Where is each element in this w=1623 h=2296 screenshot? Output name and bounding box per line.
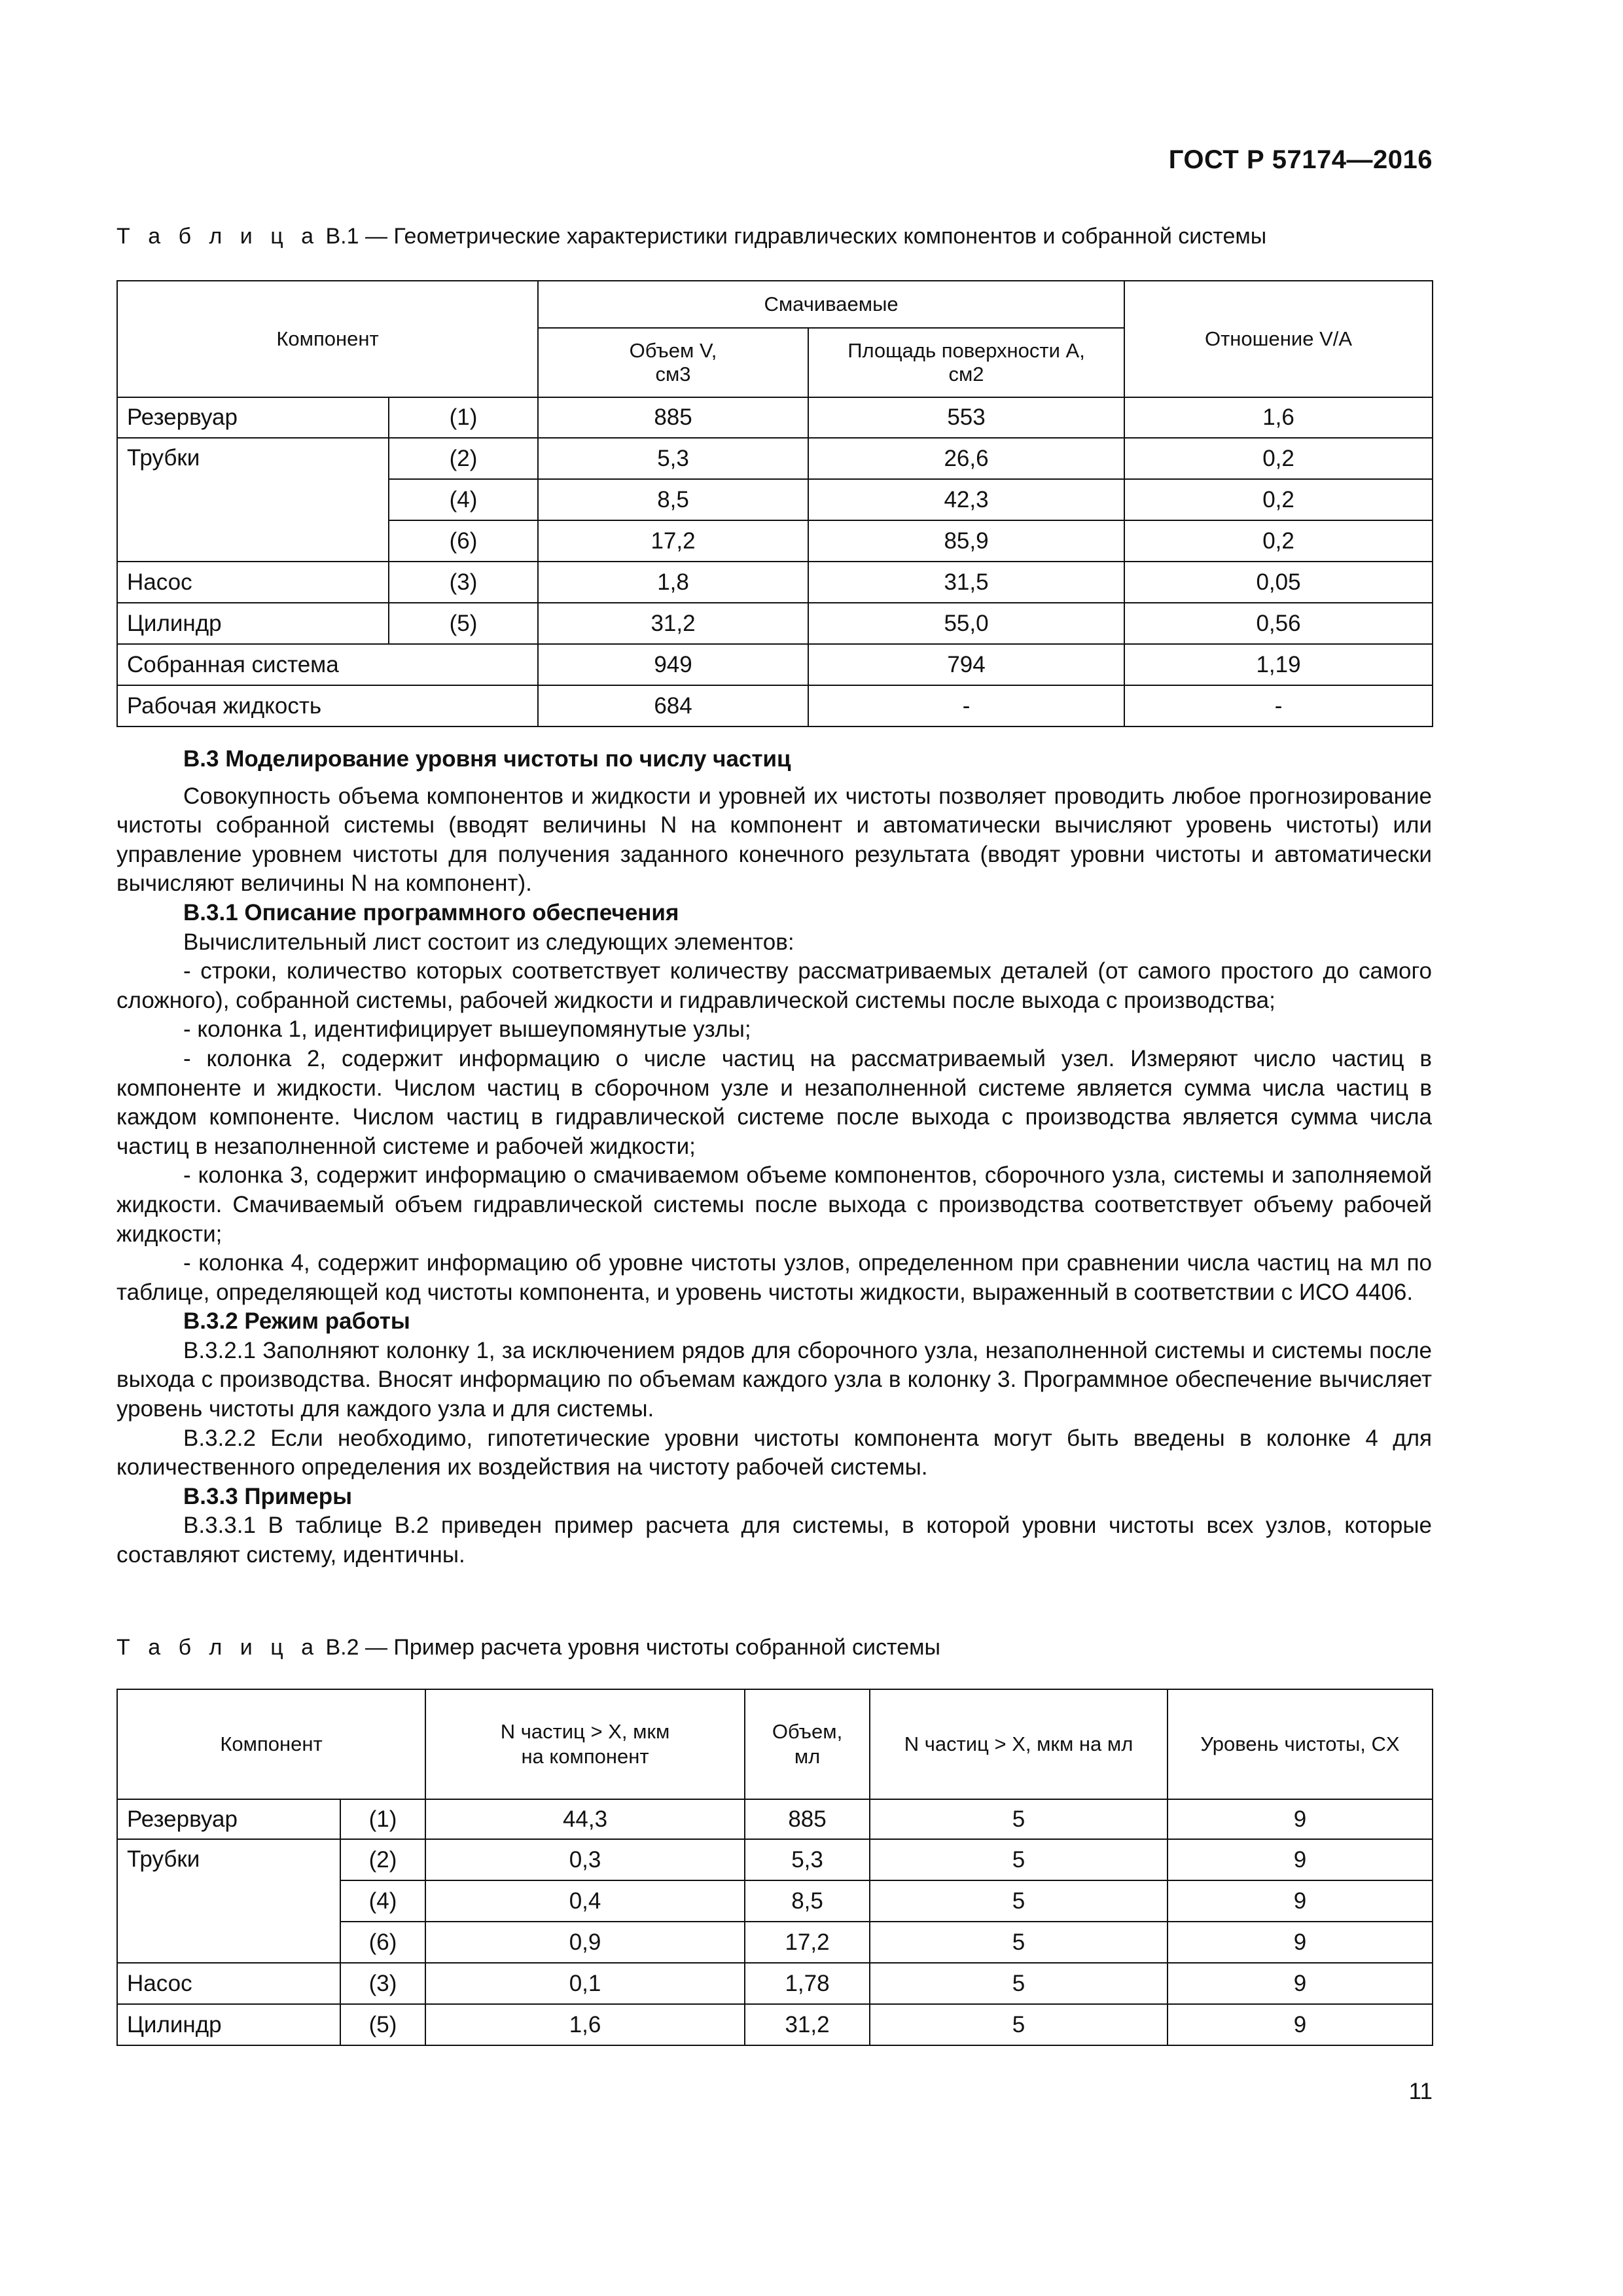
t1-cell-num: (1) (389, 397, 538, 438)
t1-cell-num: (2) (389, 438, 538, 479)
t2-cell-level: 9 (1168, 1880, 1433, 1922)
paragraph: - колонка 2, содержит информацию о числе частиц на рассматриваемый узел. Измеряют число частиц в компоненте и жидкости. Числом частиц в сборочном узле и незаполненной системе является сумма числа частиц в каждом компоненте. Числом частиц в гидравлической системе после выхода с производства является сумма числа частиц в незаполненной системе и рабочей жидкости; (116, 1045, 1432, 1159)
t2-cell-n: 0,1 (425, 1963, 745, 2004)
paragraph: В.3.2.2 Если необходимо, гипотетические уровни чистоты компонента могут быть введены в колонке 4 для количественного определения их воздействия на чистоту рабочей системы. (116, 1425, 1432, 1480)
t1-cell-volume: 949 (538, 644, 808, 685)
paragraph: - строки, количество которых соответствует количеству рассматриваемых деталей (от самого простого до самого сложного), собранной системы, рабочей жидкости и гидравлической системы после выхода с производства; (116, 958, 1432, 1013)
table-row (117, 685, 1433, 726)
t2-header-n-l2: на компонент (521, 1745, 649, 1768)
standard-designation: ГОСТ Р 57174—2016 (1168, 145, 1433, 174)
t1-cell-ratio: 0,56 (1124, 603, 1433, 644)
t1-header-wetted: Смачиваемые (538, 281, 1124, 328)
paragraph: Вычислительный лист состоит из следующих элементов: (183, 929, 794, 955)
t1-cell-name: Рабочая жидкость (117, 685, 538, 726)
t2-cell-nml: 5 (870, 1880, 1168, 1922)
t1-header-volume-l1: Объем V, (629, 339, 717, 362)
t2-cell-level: 9 (1168, 1839, 1433, 1880)
t1-cell-ratio: - (1124, 685, 1433, 726)
table1-caption-prefix: Т а б л и ц а (116, 224, 320, 249)
t1-cell-name: Резервуар (117, 397, 389, 438)
t2-cell-volume: 1,78 (745, 1963, 870, 2004)
table2-caption-text: В.2 — Пример расчета уровня чистоты собранной системы (319, 1635, 940, 1660)
t1-cell-area: 26,6 (808, 438, 1124, 479)
t2-cell-n: 0,9 (425, 1922, 745, 1963)
table-row (117, 1799, 1433, 1839)
t2-header-n-l1: N частиц > X, мкм (500, 1720, 670, 1743)
table-geometry (116, 280, 1433, 727)
table2-caption (116, 1635, 940, 1660)
t1-header-volume-l2: см3 (655, 363, 691, 386)
t1-cell-name: Собранная система (117, 644, 538, 685)
page-number: 11 (1408, 2079, 1433, 2104)
t1-cell-ratio: 0,2 (1124, 438, 1433, 479)
table-row (117, 562, 1433, 603)
t1-cell-ratio: 0,2 (1124, 520, 1433, 562)
t1-cell-ratio: 1,6 (1124, 397, 1433, 438)
section-heading: В.3 Моделирование уровня чистоты по числу частиц (183, 746, 791, 772)
t1-header-component: Компонент (117, 281, 538, 397)
t2-cell-n: 0,4 (425, 1880, 745, 1922)
t1-cell-area: - (808, 685, 1124, 726)
table-row (117, 438, 1433, 479)
t2-cell-name: Резервуар (117, 1799, 340, 1839)
t1-cell-ratio: 0,05 (1124, 562, 1433, 603)
t2-cell-nml: 5 (870, 1963, 1168, 2004)
t1-cell-num: (4) (389, 479, 538, 520)
t1-cell-volume: 5,3 (538, 438, 808, 479)
section-heading: В.3.2 Режим работы (183, 1308, 410, 1335)
t1-cell-area: 31,5 (808, 562, 1124, 603)
t2-cell-volume: 8,5 (745, 1880, 870, 1922)
t1-cell-area: 42,3 (808, 479, 1124, 520)
table-row (117, 1839, 1433, 1880)
t2-cell-n: 0,3 (425, 1839, 745, 1880)
t2-cell-nml: 5 (870, 2004, 1168, 2045)
t1-header-area-l1: Площадь поверхности A, (847, 339, 1085, 362)
t1-cell-area: 85,9 (808, 520, 1124, 562)
t2-cell-nml: 5 (870, 1839, 1168, 1880)
t1-cell-num: (3) (389, 562, 538, 603)
t2-cell-num: (5) (340, 2004, 425, 2045)
t2-header-volume-l1: Объем, (772, 1720, 843, 1743)
t2-cell-nml: 5 (870, 1799, 1168, 1839)
t2-cell-level: 9 (1168, 2004, 1433, 2045)
table-row (117, 2004, 1433, 2045)
t2-cell-num: (2) (340, 1839, 425, 1880)
table-row (117, 397, 1433, 438)
t1-cell-volume: 8,5 (538, 479, 808, 520)
section-heading: В.3.1 Описание программного обеспечения (183, 899, 679, 925)
t1-cell-volume: 885 (538, 397, 808, 438)
t1-header-area-l2: см2 (948, 363, 984, 386)
t1-cell-area: 794 (808, 644, 1124, 685)
t2-cell-nml: 5 (870, 1922, 1168, 1963)
t2-cell-num: (3) (340, 1963, 425, 2004)
t2-cell-name: Насос (117, 1963, 340, 2004)
t1-cell-area: 55,0 (808, 603, 1124, 644)
paragraph: В.3.3.1 В таблице В.2 приведен пример расчета для системы, в которой уровни чистоты всех узлов, которые составляют систему, идентичны. (116, 1513, 1432, 1568)
table2-caption-prefix: Т а б л и ц а (116, 1635, 320, 1660)
t1-cell-volume: 1,8 (538, 562, 808, 603)
t1-header-area (808, 328, 1124, 397)
table1-caption-text: В.1 — Геометрические характеристики гидравлических компонентов и собранной системы (319, 224, 1267, 249)
t1-header-volume (538, 328, 808, 397)
t2-header-level: Уровень чистоты, CX (1168, 1689, 1433, 1799)
t2-cell-num: (1) (340, 1799, 425, 1839)
t1-cell-ratio: 0,2 (1124, 479, 1433, 520)
t1-cell-volume: 17,2 (538, 520, 808, 562)
body-text (116, 745, 1432, 1570)
t2-header-nml: N частиц > X, мкм на мл (870, 1689, 1168, 1799)
t2-cell-name: Цилиндр (117, 2004, 340, 2045)
t2-header-component: Компонент (117, 1689, 425, 1799)
t2-header-n (425, 1689, 745, 1799)
paragraph: - колонка 4, содержит информацию об уровне чистоты узлов, определенном при сравнении числа частиц на мл по таблице, определяющей код чистоты компонента, и уровень чистоты жидкости, выраженный в соответствии с ИСО 4406. (116, 1250, 1432, 1305)
t2-cell-level: 9 (1168, 1963, 1433, 2004)
t1-cell-name: Цилиндр (117, 603, 389, 644)
table-cleanliness (116, 1689, 1433, 2046)
t2-cell-volume: 17,2 (745, 1922, 870, 1963)
t1-cell-name: Трубки (117, 438, 389, 562)
t2-cell-num: (4) (340, 1880, 425, 1922)
t2-header-volume (745, 1689, 870, 1799)
table1-caption (116, 224, 1266, 249)
t2-cell-name: Трубки (117, 1839, 340, 1963)
t2-header-volume-l2: мл (794, 1745, 821, 1768)
t2-cell-num: (6) (340, 1922, 425, 1963)
t1-cell-volume: 31,2 (538, 603, 808, 644)
t1-cell-name: Насос (117, 562, 389, 603)
paragraph: - колонка 1, идентифицирует вышеупомянутые узлы; (183, 1016, 751, 1043)
table-row (117, 603, 1433, 644)
t2-cell-volume: 31,2 (745, 2004, 870, 2045)
t1-header-ratio: Отношение V/A (1124, 281, 1433, 397)
table-row (117, 1963, 1433, 2004)
t2-cell-n: 44,3 (425, 1799, 745, 1839)
paragraph: - колонка 3, содержит информацию о смачиваемом объеме компонентов, сборочного узла, системы и заполняемой жидкости. Смачиваемый объем гидравлической системы после выхода с производства соответствует объему рабочей жидкости; (116, 1162, 1432, 1247)
t2-cell-level: 9 (1168, 1799, 1433, 1839)
t2-cell-volume: 885 (745, 1799, 870, 1839)
t1-cell-ratio: 1,19 (1124, 644, 1433, 685)
t1-cell-area: 553 (808, 397, 1124, 438)
t1-cell-volume: 684 (538, 685, 808, 726)
table-row (117, 644, 1433, 685)
t2-cell-n: 1,6 (425, 2004, 745, 2045)
t1-cell-num: (6) (389, 520, 538, 562)
section-heading: В.3.3 Примеры (183, 1483, 353, 1509)
t2-cell-volume: 5,3 (745, 1839, 870, 1880)
t1-cell-num: (5) (389, 603, 538, 644)
paragraph: Совокупность объема компонентов и жидкости и уровней их чистоты позволяет проводить любое прогнозирование чистоты собранной системы (вводят величины N на компонент и автоматически вычисляют уровень чистоты) или управление уровнем чистоты для получения заданного конечного результата (вводят уровни чистоты и автоматически вычисляют величины N на компонент). (116, 783, 1432, 897)
paragraph: В.3.2.1 Заполняют колонку 1, за исключением рядов для сборочного узла, незаполненной системы и системы после выхода с производства. Вносят информацию по объемам каждого узла в колонку 3. Программное обеспечение вычисляет уровень чистоты для каждого узла и для системы. (116, 1337, 1432, 1422)
t2-cell-level: 9 (1168, 1922, 1433, 1963)
